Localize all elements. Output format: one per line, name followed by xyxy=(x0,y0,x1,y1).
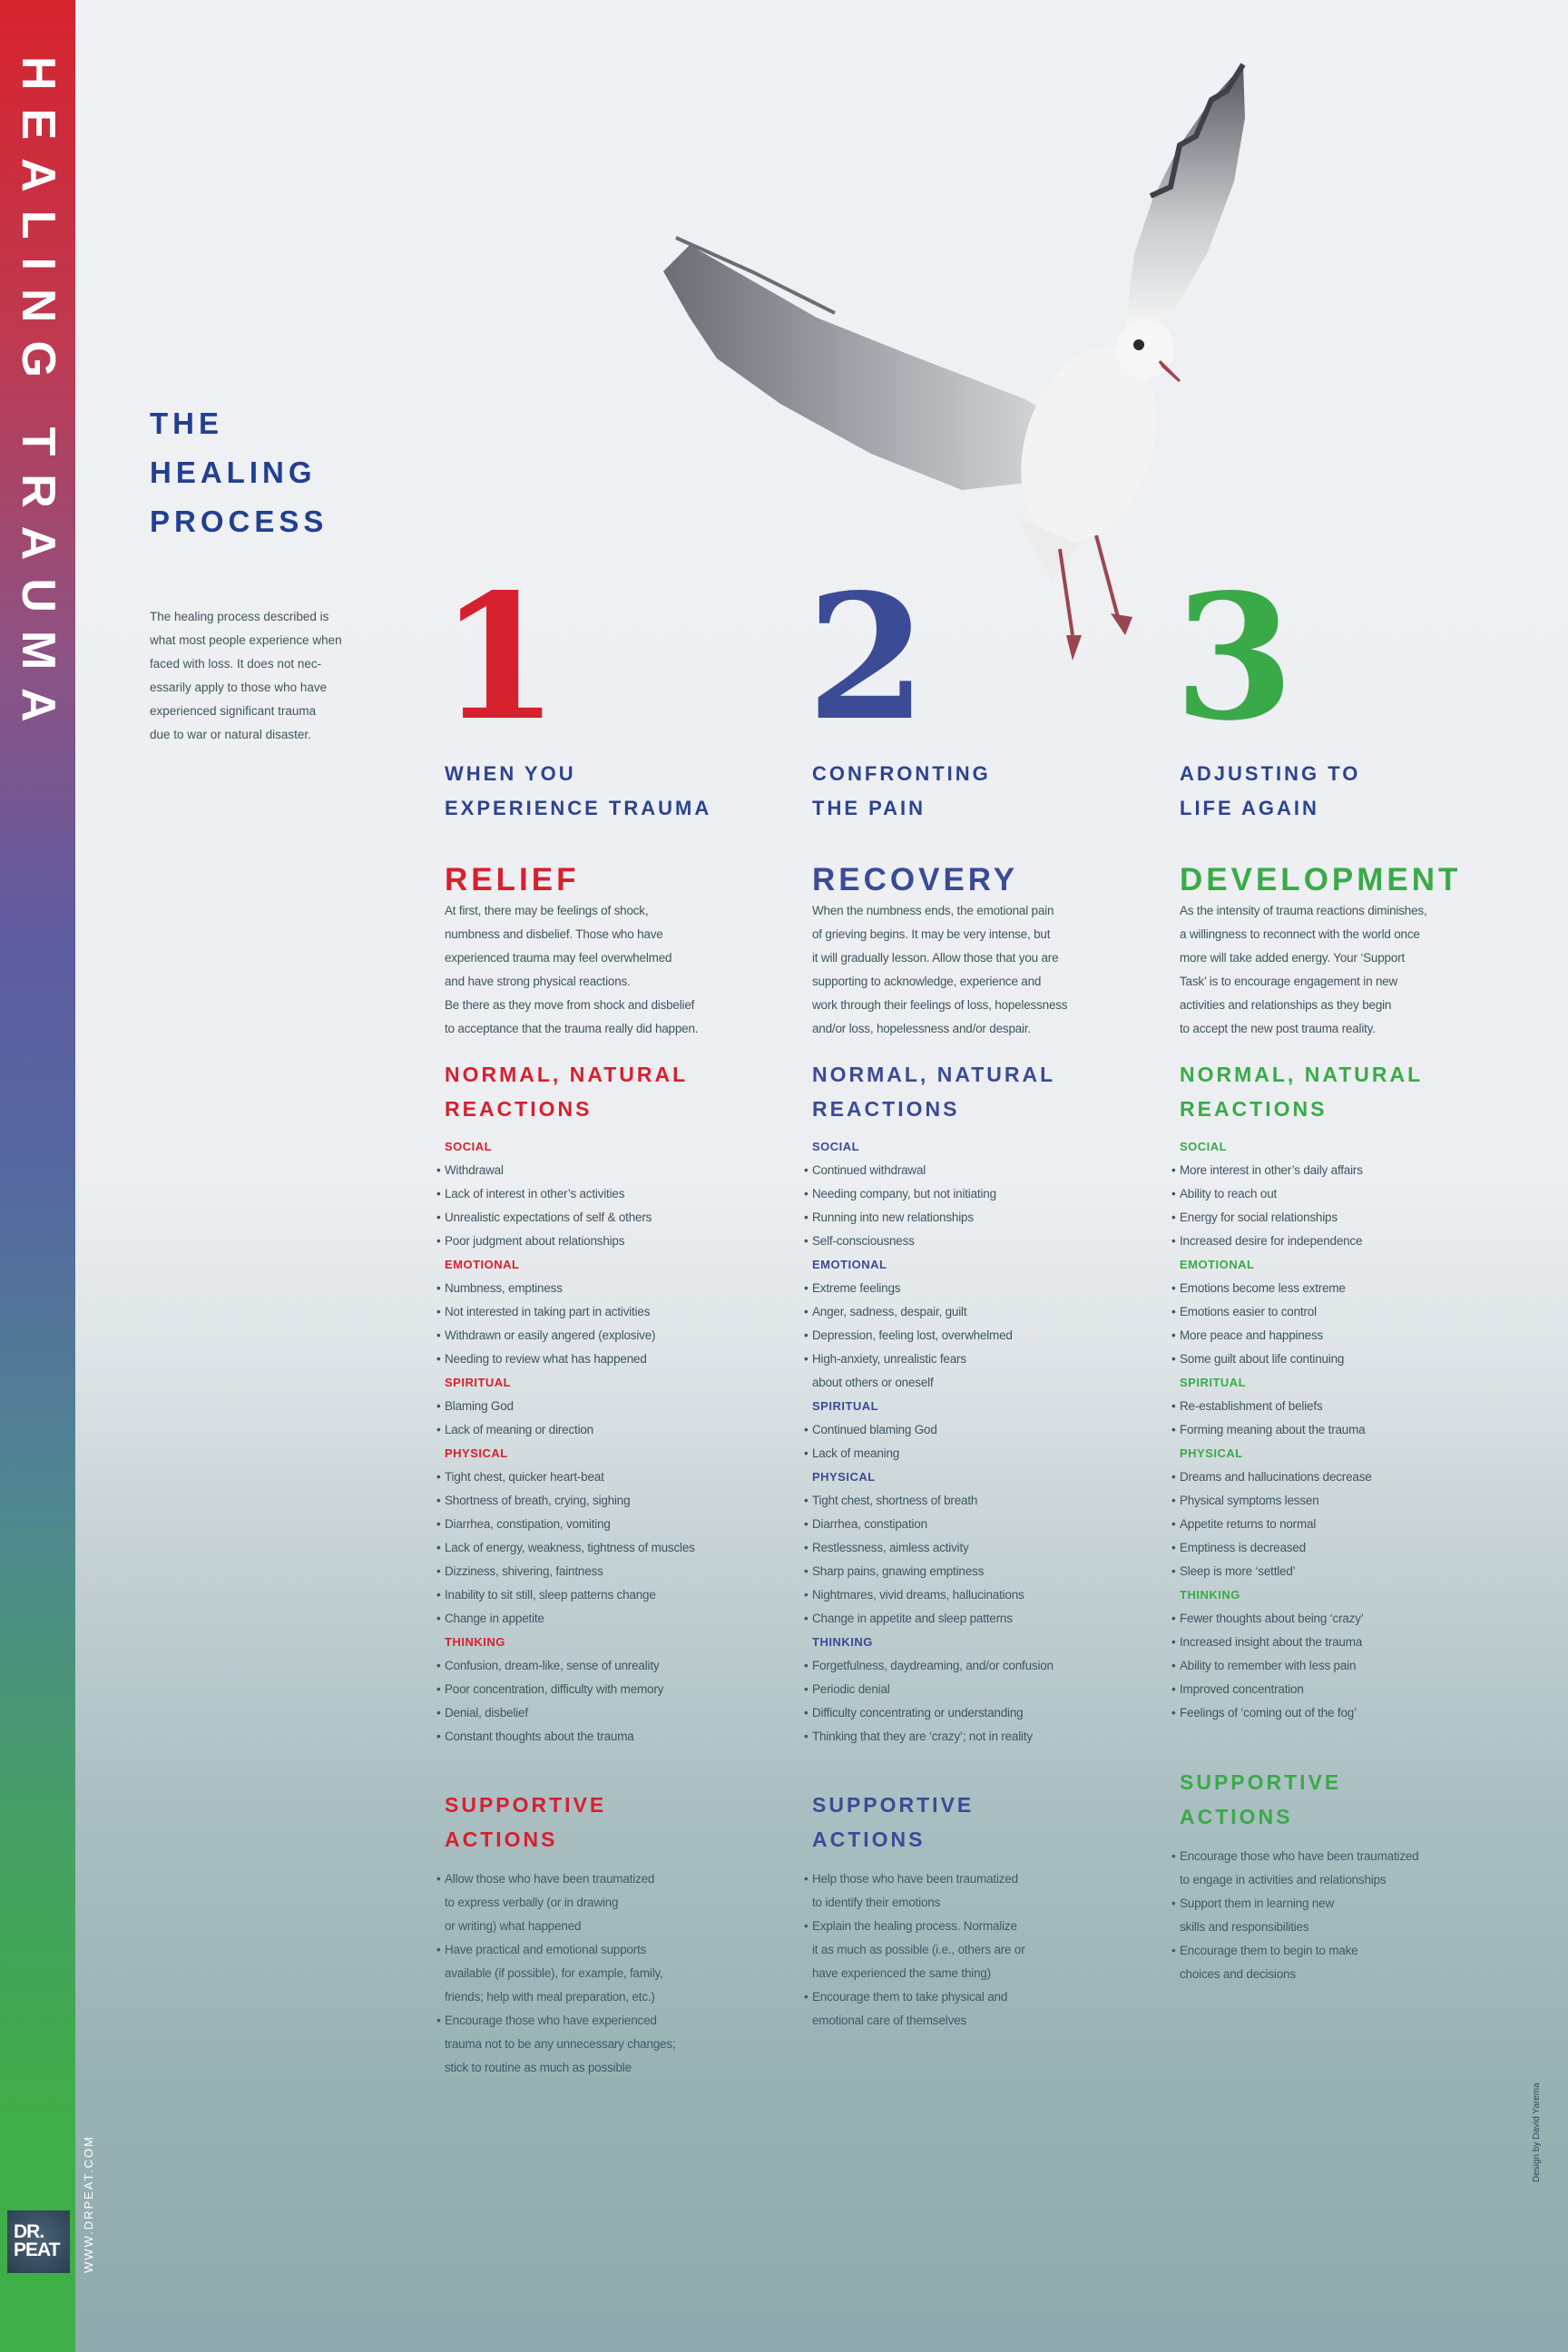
description-line: Task’ is to encourage engagement in new xyxy=(1180,975,1398,988)
supportive-heading-line: ACTIONS xyxy=(812,1828,926,1851)
list-item: • Feelings of ‘coming out of the fog’ xyxy=(1180,1701,1372,1725)
list-item: to express verbally (or in drawing xyxy=(445,1896,619,1909)
reaction-category: SOCIAL xyxy=(1180,1140,1228,1153)
list-item: or writing) what happened xyxy=(445,1919,582,1933)
list-item: • Sharp pains, gnawing emptiness xyxy=(812,1560,1054,1583)
list-item: skills and responsibilities xyxy=(1180,1920,1309,1934)
subtitle-line: CONFRONTING xyxy=(812,762,991,785)
description-line: numbness and disbelief. Those who have xyxy=(445,927,663,941)
reaction-category: SOCIAL xyxy=(812,1140,860,1153)
intro-text xyxy=(150,605,368,747)
description-line: a willingness to reconnect with the world once xyxy=(1180,927,1420,941)
list-item: • Depression, feeling lost, overwhelmed xyxy=(812,1324,1054,1348)
supportive-actions-heading xyxy=(1180,1765,1341,1834)
stage-description xyxy=(1180,899,1427,1041)
reactions-heading-line: NORMAL, NATURAL xyxy=(445,1063,689,1086)
list-item: • Withdrawal xyxy=(445,1159,695,1182)
list-item: • Withdrawn or easily angered (explosive) xyxy=(445,1324,695,1348)
list-item: • Emotions easier to control xyxy=(1180,1300,1372,1324)
description-line: work through their feelings of loss, hopelessness xyxy=(812,998,1068,1012)
reactions-heading-line: REACTIONS xyxy=(812,1097,960,1121)
reaction-category: SPIRITUAL xyxy=(445,1376,512,1389)
description-line: experienced trauma may feel overwhelmed xyxy=(445,951,672,965)
intro-line: experienced significant trauma xyxy=(150,704,317,718)
reactions-heading-line: REACTIONS xyxy=(1180,1097,1328,1121)
list-item: • Not interested in taking part in activities xyxy=(445,1300,695,1324)
description-line: it will gradually lesson. Allow those that you are xyxy=(812,951,1059,965)
description-line: At first, there may be feelings of shock, xyxy=(445,904,649,917)
list-item: • Encourage them to take physical and xyxy=(812,1985,1025,2009)
list-item: • Physical symptoms lessen xyxy=(1180,1489,1372,1513)
subtitle-line: EXPERIENCE TRAUMA xyxy=(445,797,712,819)
description-line: and have strong physical reactions. xyxy=(445,975,631,988)
list-item: • Denial, disbelief xyxy=(445,1701,695,1725)
logo-line: DR. xyxy=(14,2221,44,2242)
intro-line: The healing process described is xyxy=(150,610,329,623)
intro-line: faced with loss. It does not nec- xyxy=(150,657,322,671)
list-item: • Constant thoughts about the trauma xyxy=(445,1725,695,1749)
reaction-category: EMOTIONAL xyxy=(812,1258,887,1271)
supportive-heading-line: ACTIONS xyxy=(1180,1805,1293,1828)
list-item: • Diarrhea, constipation xyxy=(812,1513,1054,1536)
list-item: • Support them in learning new xyxy=(1180,1892,1418,1916)
list-item: • Restlessness, aimless activity xyxy=(812,1536,1054,1560)
list-item: • Poor concentration, difficulty with memory xyxy=(445,1678,695,1701)
list-item: • Forgetfulness, daydreaming, and/or confusion xyxy=(812,1654,1054,1678)
supportive-actions-list xyxy=(812,1867,1025,2033)
list-item: • Forming meaning about the trauma xyxy=(1180,1418,1372,1442)
list-item: • Fewer thoughts about being ‘crazy’ xyxy=(1180,1607,1372,1631)
stage-subtitle xyxy=(445,757,711,826)
list-item: • Encourage them to begin to make xyxy=(1180,1939,1418,1963)
subtitle-line: ADJUSTING TO xyxy=(1180,762,1361,785)
reaction-category: PHYSICAL xyxy=(812,1470,876,1484)
list-item: • Self-consciousness xyxy=(812,1230,1054,1253)
reaction-category: PHYSICAL xyxy=(1180,1446,1243,1460)
list-item: • Energy for social relationships xyxy=(1180,1206,1372,1230)
description-line: activities and relationships as they begin xyxy=(1180,998,1392,1012)
description-line: and/or loss, hopelessness and/or despair. xyxy=(812,1022,1031,1035)
list-item: • Dreams and hallucinations decrease xyxy=(1180,1465,1372,1489)
title-line: THE xyxy=(150,407,223,440)
reactions-heading xyxy=(812,1057,1055,1126)
supportive-actions-heading xyxy=(445,1788,606,1857)
list-item: choices and decisions xyxy=(1180,1967,1296,1981)
reactions-heading xyxy=(445,1057,688,1126)
stage-subtitle xyxy=(1180,757,1360,826)
list-item: • More interest in other’s daily affairs xyxy=(1180,1159,1372,1182)
supportive-actions-heading xyxy=(812,1788,974,1857)
list-item: • Running into new relationships xyxy=(812,1206,1054,1230)
list-item: • Difficulty concentrating or understanding xyxy=(812,1701,1054,1725)
list-item: • Continued withdrawal xyxy=(812,1159,1054,1182)
list-item: • Lack of energy, weakness, tightness of muscles xyxy=(445,1536,695,1560)
list-item: stick to routine as much as possible xyxy=(445,2061,632,2074)
reaction-category: EMOTIONAL xyxy=(445,1258,520,1271)
list-item: • Appetite returns to normal xyxy=(1180,1513,1372,1536)
subtitle-line: LIFE AGAIN xyxy=(1180,797,1319,819)
reaction-category: SOCIAL xyxy=(445,1140,493,1153)
list-item: • Ability to remember with less pain xyxy=(1180,1654,1372,1678)
list-item: trauma not to be any unnecessary changes; xyxy=(445,2037,676,2051)
list-item: • Increased desire for independence xyxy=(1180,1230,1372,1253)
list-item: to identify their emotions xyxy=(812,1896,941,1909)
list-item: • Confusion, dream-like, sense of unreality xyxy=(445,1654,695,1678)
reactions-heading xyxy=(1180,1057,1423,1126)
list-item: • Lack of interest in other’s activities xyxy=(445,1182,695,1206)
list-item: • More peace and happiness xyxy=(1180,1324,1372,1348)
description-line: to acceptance that the trauma really did happen. xyxy=(445,1022,699,1035)
list-item: • Help those who have been traumatized xyxy=(812,1867,1025,1891)
supportive-heading-line: SUPPORTIVE xyxy=(1180,1770,1342,1794)
list-item: available (if possible), for example, family, xyxy=(445,1966,663,1980)
list-item: • Emptiness is decreased xyxy=(1180,1536,1372,1560)
dr-peat-logo[interactable] xyxy=(7,2210,70,2273)
list-item: • Explain the healing process. Normalize xyxy=(812,1915,1025,1938)
list-item: • Thinking that they are ‘crazy’; not in reality xyxy=(812,1725,1054,1749)
description-line: As the intensity of trauma reactions diminishes, xyxy=(1180,904,1427,917)
reactions-heading-line: REACTIONS xyxy=(445,1097,593,1121)
list-item: • Tight chest, quicker heart-beat xyxy=(445,1465,695,1489)
list-item: • Inability to sit still, sleep patterns change xyxy=(445,1583,695,1607)
intro-line: due to war or natural disaster. xyxy=(150,728,311,741)
list-item: have experienced the same thing) xyxy=(812,1966,991,1980)
list-item: • Sleep is more ‘settled’ xyxy=(1180,1560,1372,1583)
list-item: • Allow those who have been traumatized xyxy=(445,1867,675,1891)
reaction-category: THINKING xyxy=(445,1635,505,1649)
supportive-actions-list xyxy=(1180,1845,1418,1986)
reaction-category: PHYSICAL xyxy=(445,1446,508,1460)
list-item: • Needing to review what has happened xyxy=(445,1348,695,1371)
title-line: HEALING xyxy=(150,456,317,489)
list-item: • Nightmares, vivid dreams, hallucinations xyxy=(812,1583,1054,1607)
list-item: • Lack of meaning xyxy=(812,1442,1054,1465)
list-item: • Encourage those who have been traumatized xyxy=(1180,1845,1418,1868)
description-line: of grieving begins. It may be very intense, but xyxy=(812,927,1051,941)
list-item: • Numbness, emptiness xyxy=(445,1277,695,1300)
intro-line: what most people experience when xyxy=(150,633,342,647)
poster-title: HEALING TRAUMA xyxy=(12,56,64,740)
list-item: • Some guilt about life continuing xyxy=(1180,1348,1372,1371)
supportive-heading-line: SUPPORTIVE xyxy=(812,1793,975,1817)
description-line: When the numbness ends, the emotional pain xyxy=(812,904,1054,917)
description-line: supporting to acknowledge, experience and xyxy=(812,975,1042,988)
description-line: more will take added energy. Your ‘Support xyxy=(1180,951,1406,965)
reaction-category: EMOTIONAL xyxy=(1180,1258,1255,1271)
intro-line: essarily apply to those who have xyxy=(150,681,328,694)
list-item: • Have practical and emotional supports xyxy=(445,1938,675,1962)
list-item: • Dizziness, shivering, faintness xyxy=(445,1560,695,1583)
list-item: • Shortness of breath, crying, sighing xyxy=(445,1489,695,1513)
list-item: • Lack of meaning or direction xyxy=(445,1418,695,1442)
list-item: about others or oneself xyxy=(812,1376,934,1389)
list-item: emotional care of themselves xyxy=(812,2014,966,2027)
reaction-category: THINKING xyxy=(812,1635,873,1649)
list-item: • Unrealistic expectations of self & others xyxy=(445,1206,695,1230)
stage-number: 3 xyxy=(1174,556,1295,759)
supportive-heading-line: SUPPORTIVE xyxy=(445,1793,607,1817)
stage-number: 1 xyxy=(439,556,560,759)
stage-description xyxy=(445,899,698,1041)
title-line: PROCESS xyxy=(150,505,328,538)
list-item: • Emotions become less extreme xyxy=(1180,1277,1372,1300)
logo-line: PEAT xyxy=(14,2239,60,2260)
list-item: • Anger, sadness, despair, guilt xyxy=(812,1300,1054,1324)
list-item: • Poor judgment about relationships xyxy=(445,1230,695,1253)
reactions-list xyxy=(1180,1135,1372,1725)
supportive-actions-list xyxy=(445,1867,675,2080)
design-credit: Design by David Yarema xyxy=(1532,2082,1542,2182)
reactions-heading-line: NORMAL, NATURAL xyxy=(1180,1063,1424,1086)
stage-heading: RECOVERY xyxy=(812,862,1019,897)
supportive-heading-line: ACTIONS xyxy=(445,1828,558,1851)
seagull-image xyxy=(0,0,1568,690)
list-item: • Extreme feelings xyxy=(812,1277,1054,1300)
subtitle-line: WHEN YOU xyxy=(445,762,576,785)
stage-number: 2 xyxy=(807,556,927,759)
reactions-heading-line: NORMAL, NATURAL xyxy=(812,1063,1056,1086)
list-item: to engage in activities and relationships xyxy=(1180,1873,1387,1886)
list-item: • Re-establishment of beliefs xyxy=(1180,1395,1372,1418)
description-line: to accept the new post trauma reality. xyxy=(1180,1022,1376,1035)
section-title xyxy=(150,399,328,546)
reactions-list xyxy=(812,1135,1054,1749)
stage-subtitle xyxy=(812,757,991,826)
list-item: • High-anxiety, unrealistic fears xyxy=(812,1348,1054,1371)
list-item: friends; help with meal preparation, etc.) xyxy=(445,1990,655,2004)
stage-description xyxy=(812,899,1067,1041)
list-item: • Ability to reach out xyxy=(1180,1182,1372,1206)
subtitle-line: THE PAIN xyxy=(812,797,926,819)
list-item: • Needing company, but not initiating xyxy=(812,1182,1054,1206)
stage-heading: DEVELOPMENT xyxy=(1180,862,1462,897)
reactions-list xyxy=(445,1135,695,1749)
reaction-category: SPIRITUAL xyxy=(1180,1376,1247,1389)
reaction-category: THINKING xyxy=(1180,1588,1240,1602)
list-item: • Change in appetite and sleep patterns xyxy=(812,1607,1054,1631)
list-item: • Encourage those who have experienced xyxy=(445,2009,675,2033)
list-item: it as much as possible (i.e., others are or xyxy=(812,1943,1025,1956)
reaction-category: SPIRITUAL xyxy=(812,1399,879,1413)
list-item: • Periodic denial xyxy=(812,1678,1054,1701)
stage-heading: RELIEF xyxy=(445,862,580,897)
list-item: • Continued blaming God xyxy=(812,1418,1054,1442)
list-item: • Increased insight about the trauma xyxy=(1180,1631,1372,1654)
list-item: • Tight chest, shortness of breath xyxy=(812,1489,1054,1513)
website-link[interactable]: WWW.DRPEAT.COM xyxy=(82,2135,95,2273)
list-item: • Change in appetite xyxy=(445,1607,695,1631)
list-item: • Blaming God xyxy=(445,1395,695,1418)
list-item: • Improved concentration xyxy=(1180,1678,1372,1701)
description-line: Be there as they move from shock and disbelief xyxy=(445,998,695,1012)
list-item: • Diarrhea, constipation, vomiting xyxy=(445,1513,695,1536)
